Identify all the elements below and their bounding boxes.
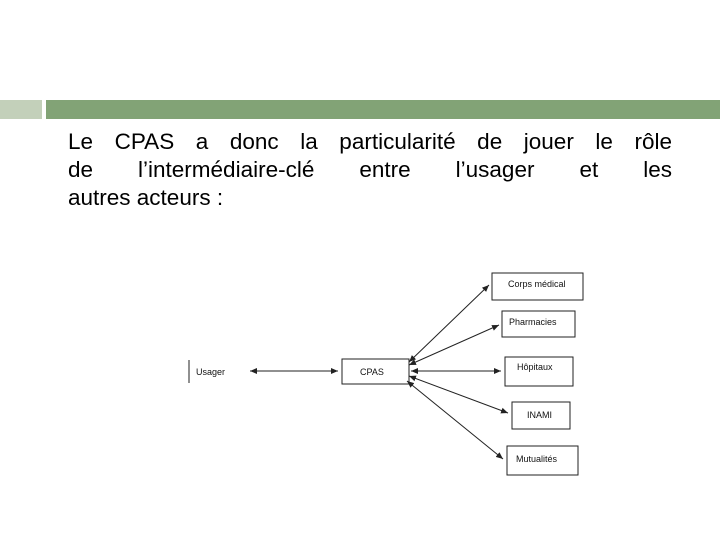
actor-label-corps-medical: Corps médical (508, 279, 566, 289)
arrow-cpas-pharmacies (409, 325, 499, 365)
usager-label: Usager (196, 367, 226, 377)
actor-label-inami: INAMI (527, 410, 553, 420)
cpas-label: CPAS (360, 367, 384, 377)
actor-label-hopitaux: Hôpitaux (517, 362, 553, 372)
cpas-node (342, 359, 409, 384)
paragraph-line-1: Le CPAS a donc la particularité de jouer le rôle (68, 129, 672, 154)
paragraph-line-3: autres acteurs : (68, 185, 224, 210)
actor-label-pharmacies: Pharmacies (509, 317, 557, 327)
actor-node-inami (512, 402, 570, 429)
actor-node-hopitaux (505, 357, 573, 386)
actor-node-pharmacies (502, 311, 575, 337)
actor-node-mutualites (507, 446, 578, 475)
paragraph-line-2: de l’intermédiaire-clé entre l’usager et les (68, 157, 672, 182)
arrow-cpas-corps-medical (409, 285, 489, 362)
actor-node-corps-medical (492, 273, 583, 300)
actor-label-mutualites: Mutualités (516, 454, 558, 464)
usager-node (189, 360, 225, 383)
